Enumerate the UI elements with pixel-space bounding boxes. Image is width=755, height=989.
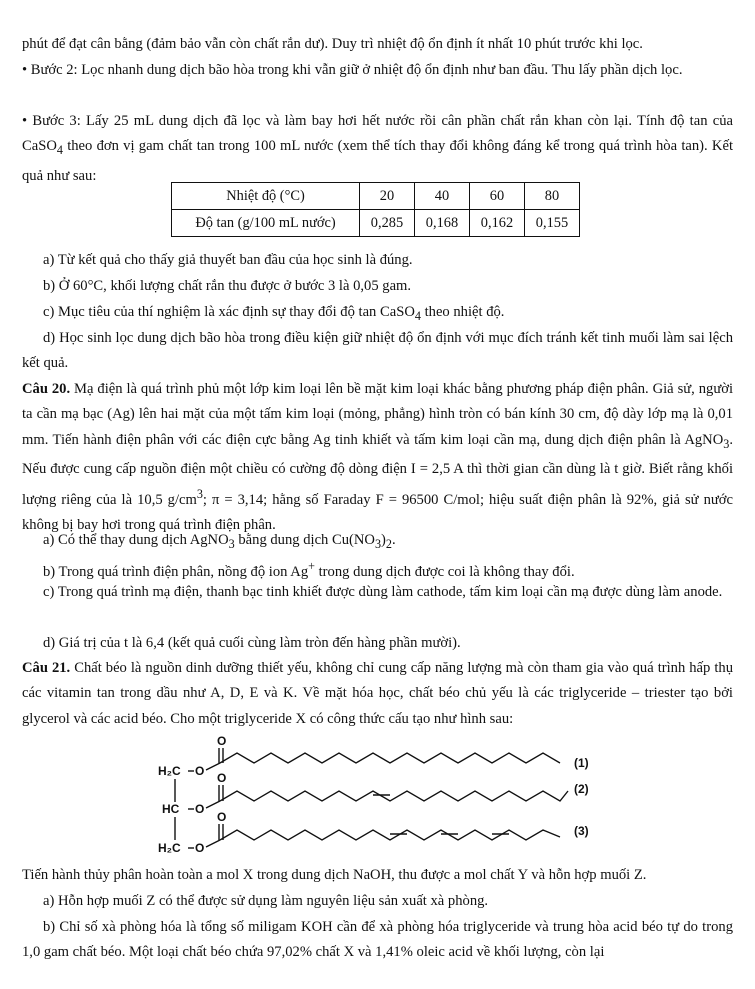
solubility-table: [171, 182, 580, 237]
table-cell: 80: [525, 183, 580, 210]
hydrolysis-text: Tiến hành thủy phân hoàn toàn a mol X trong dung dịch NaOH, thu được a mol chất Y và hỗn hợp muối Z.: [22, 867, 647, 883]
carbon-label: H₂C: [158, 764, 181, 778]
oxygen-label: O: [195, 802, 205, 816]
q19-statement-b: b) Ở 60°C, khối lượng chất rắn thu được ở bước 3 là 0,05 gam.: [43, 278, 412, 294]
question-21-label: Câu 21.: [22, 660, 71, 676]
carbon-label: HC: [162, 802, 180, 816]
solubility-header: Độ tan (g/100 mL nước): [172, 210, 360, 237]
table-cell: 20: [360, 183, 415, 210]
oxygen-label: O: [217, 810, 227, 824]
question-21: Câu 21. Chất béo là nguồn dinh dưỡng thiết yếu, không chỉ cung cấp năng lượng mà còn tham gia vào quá trình hấp thụ các vitamin tan trong dầu như A, D, E và K. Về mặt hóa học, chất béo chủ yếu là các triglyceride – triester tạo bởi glycerol và các acid béo. Cho một triglyceride X có công thức cấu tạo như hình sau:: [22, 660, 733, 727]
q20-statement-a: a) Có thể thay dung dịch AgNO$_3$ bằng dung dịch $Cu(NO_3)_2$.: [43, 532, 396, 551]
q21-statement-a: a) Hỗn hợp muối Z có thể được sử dụng làm nguyên liệu sản xuất xà phòng.: [43, 893, 489, 909]
question-20: Câu 20. Mạ điện là quá trình phủ một lớp kim loại lên bề mặt kim loại khác bằng phương pháp điện phân. Giả sử, người ta cần mạ bạc (Ag) lên hai mặt của một tấm kim loại (mỏng, phẳng) hình tròn có bán kính 30 cm, độ dày lớp mạ là 0,01 mm. Tiến hành điện phân với các điện cực bằng Ag tinh khiết và tấm kim loại cần mạ, dung dịch điện phân là AgNO$_3$. Nếu được cung cấp nguồn điện một chiều có cường độ dòng điện I = 2,5 A thì thời gian cần dùng là t giờ. Biết rằng khối lượng riêng của là 10,5 $g/cm^3$; π = 3,14; hằng số Faraday F = 96500 C/mol; hiệu suất điện phân là 92%, giả sử nước không bị bay hơi trong quá trình điện phân.: [22, 381, 734, 534]
table-cell: 40: [415, 183, 470, 210]
q19-statement-d: d) Học sinh lọc dung dịch bão hòa trong điều kiện giữ nhiệt độ ổn định với mục đích tránh kết tinh muối làm sai lệch kết quả.: [22, 330, 733, 372]
table-row: [172, 183, 580, 210]
q19-statement-c: c) Mục tiêu của thí nghiệm là xác định sự thay đổi độ tan CaSO$_4$ theo nhiệt độ.: [43, 304, 505, 323]
table-cell: 0,155: [525, 210, 580, 237]
oxygen-label: O: [195, 764, 205, 778]
carbon-label: H₂C: [158, 841, 181, 855]
chain-label-1: (1): [574, 756, 589, 770]
oxygen-label: O: [195, 841, 205, 855]
q20-statement-b: b) Trong quá trình điện phân, nồng độ ion Ag+ trong dung dịch được coi là không thay đổi.: [43, 559, 575, 580]
fatty-acid-chain-2: [220, 791, 568, 801]
table-row: [172, 210, 580, 237]
temperature-header: Nhiệt độ (°C): [172, 183, 360, 210]
ester-bond: [206, 840, 220, 847]
chain-label-2: (2): [574, 782, 589, 796]
table-cell: 0,162: [470, 210, 525, 237]
oxygen-label: O: [217, 734, 227, 748]
q21-statement-b: b) Chỉ số xà phòng hóa là tổng số miligam KOH cần để xà phòng hóa triglyceride và trung hòa acid béo tự do trong 1,0 gam chất béo. Một loại chất béo chứa 97,02% chất X và 1,41% oleic acid về khối lượng, còn lại: [22, 919, 733, 961]
fatty-acid-chain-3: [220, 830, 560, 840]
q20-statement-c: c) Trong quá trình mạ điện, thanh bạc tinh khiết được dùng làm cathode, tấm kim loại cần mạ được dùng làm anode.: [43, 584, 723, 600]
step-2: • Bước 2: Lọc nhanh dung dịch bão hòa trong khi vẫn giữ ở nhiệt độ ổn định như ban đầu. Thu lấy phần dịch lọc.: [22, 62, 683, 78]
ester-bond: [206, 801, 220, 808]
fatty-acid-chain-1: [220, 753, 560, 763]
ester-bond: [206, 763, 220, 770]
table-cell: 0,285: [360, 210, 415, 237]
table-cell: 0,168: [415, 210, 470, 237]
oxygen-label: O: [217, 771, 227, 785]
step-3: • Bước 3: Lấy 25 mL dung dịch đã lọc và làm bay hơi hết nước rồi cân phần chất rắn khan còn lại. Tính độ tan của CaSO$_4$ theo đơn vị gam chất tan trong 100 mL nước (xem thể tích thay đổi không đáng kể trong quá trình hòa tan). Kết quả như sau:: [22, 113, 733, 184]
chain-label-3: (3): [574, 824, 589, 838]
table-cell: 60: [470, 183, 525, 210]
q20-statement-d: d) Giá trị của t là 6,4 (kết quả cuối cùng làm tròn đến hàng phần mười).: [43, 635, 461, 651]
question-20-label: Câu 20.: [22, 381, 71, 397]
intro-line: phút để đạt cân bằng (đảm bảo vẫn còn chất rắn dư). Duy trì nhiệt độ ổn định ít nhất 10 phút trước khi lọc.: [22, 36, 643, 52]
q19-statement-a: a) Từ kết quả cho thấy giả thuyết ban đầu của học sinh là đúng.: [43, 252, 413, 268]
triglyceride-structure: [150, 733, 610, 863]
